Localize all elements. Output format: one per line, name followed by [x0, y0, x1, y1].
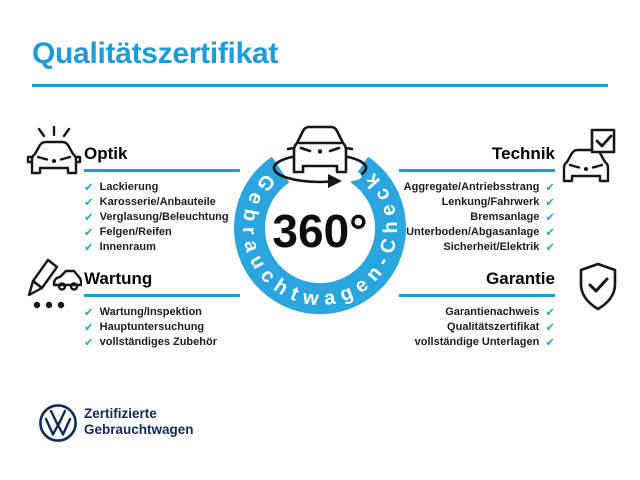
ring-label: Gebrauchtwagen-Check — [237, 169, 403, 311]
footer-line-2: Gebrauchtwagen — [84, 422, 194, 437]
check-item-label: Sicherheit/Elektrik — [443, 241, 540, 253]
check-item-label: Innenraum — [99, 241, 156, 253]
check-item-label: vollständiges Zubehör — [99, 336, 217, 348]
section-heading: Optik — [84, 144, 128, 163]
check-item — [84, 195, 240, 210]
service-checklist-icon — [24, 257, 82, 315]
check-item — [399, 210, 555, 225]
check-item — [399, 305, 555, 320]
check-icon: ✔ — [84, 209, 94, 224]
check-icon: ✔ — [84, 179, 94, 194]
check-item-label: Qualitätszertifikat — [447, 321, 540, 333]
check-item-label: Felgen/Reifen — [99, 226, 172, 238]
check-icon: ✔ — [84, 319, 94, 334]
check-item-label: Aggregate/Antriebsstrang — [403, 181, 540, 193]
check-item-label: Lenkung/Fahrwerk — [441, 196, 540, 208]
center-value: 360° — [272, 205, 368, 257]
check-item — [399, 195, 555, 210]
check-icon: ✔ — [84, 334, 94, 349]
check-item — [84, 335, 240, 350]
check-icon: ✔ — [545, 319, 555, 334]
footer-line-1: Zertifizierte — [84, 406, 157, 421]
check-item — [399, 320, 555, 335]
section-divider — [84, 169, 240, 172]
check-item — [84, 210, 240, 225]
check-icon: ✔ — [84, 304, 94, 319]
check-item-label: Karosserie/Anbauteile — [99, 196, 216, 208]
check-item — [399, 225, 555, 240]
check-item-label: Lackierung — [99, 181, 159, 193]
car-rotation-icon — [274, 127, 366, 188]
check-icon: ✔ — [545, 209, 555, 224]
check-icon: ✔ — [84, 194, 94, 209]
check-icon: ✔ — [84, 239, 94, 254]
section-garantie — [399, 269, 555, 350]
section-divider — [399, 294, 555, 297]
check-item-label: Unterboden/Abgasanlage — [406, 226, 540, 238]
check-item — [399, 335, 555, 350]
check-icon: ✔ — [545, 194, 555, 209]
vw-logo — [38, 403, 78, 443]
section-item-list — [399, 180, 555, 255]
section-divider — [399, 169, 555, 172]
check-item-label: Hauptuntersuchung — [99, 321, 205, 333]
footer-brand-text — [84, 406, 194, 438]
section-wartung — [84, 269, 240, 350]
car-shine-icon — [26, 126, 82, 182]
check-icon: ✔ — [84, 224, 94, 239]
check-icon: ✔ — [545, 239, 555, 254]
check-item — [84, 180, 240, 195]
section-item-list — [84, 180, 240, 255]
check-item — [399, 240, 555, 255]
check-item — [84, 225, 240, 240]
check-item — [84, 305, 240, 320]
section-heading: Wartung — [84, 269, 153, 288]
section-heading: Technik — [492, 144, 555, 163]
check-icon: ✔ — [545, 179, 555, 194]
check-icon: ✔ — [545, 334, 555, 349]
section-heading: Garantie — [486, 269, 555, 288]
check-icon: ✔ — [545, 224, 555, 239]
check-item — [84, 320, 240, 335]
check-item — [84, 240, 240, 255]
check-item — [399, 180, 555, 195]
page-title: Qualitätszertifikat — [32, 37, 279, 70]
check-icon: ✔ — [545, 304, 555, 319]
car-checkbox-icon — [560, 128, 618, 186]
section-item-list — [399, 305, 555, 350]
check-item-label: Wartung/Inspektion — [99, 306, 202, 318]
section-divider — [84, 294, 240, 297]
check-item-label: vollständige Unterlagen — [414, 336, 540, 348]
check-item-label: Bremsanlage — [470, 211, 540, 223]
shield-check-icon — [577, 262, 619, 312]
check-item-label: Garantienachweis — [445, 306, 540, 318]
check-item-label: Verglasung/Beleuchtung — [99, 211, 229, 223]
title-divider — [32, 84, 608, 87]
section-item-list — [84, 305, 240, 350]
section-optik — [84, 144, 240, 255]
section-technik — [399, 144, 555, 255]
